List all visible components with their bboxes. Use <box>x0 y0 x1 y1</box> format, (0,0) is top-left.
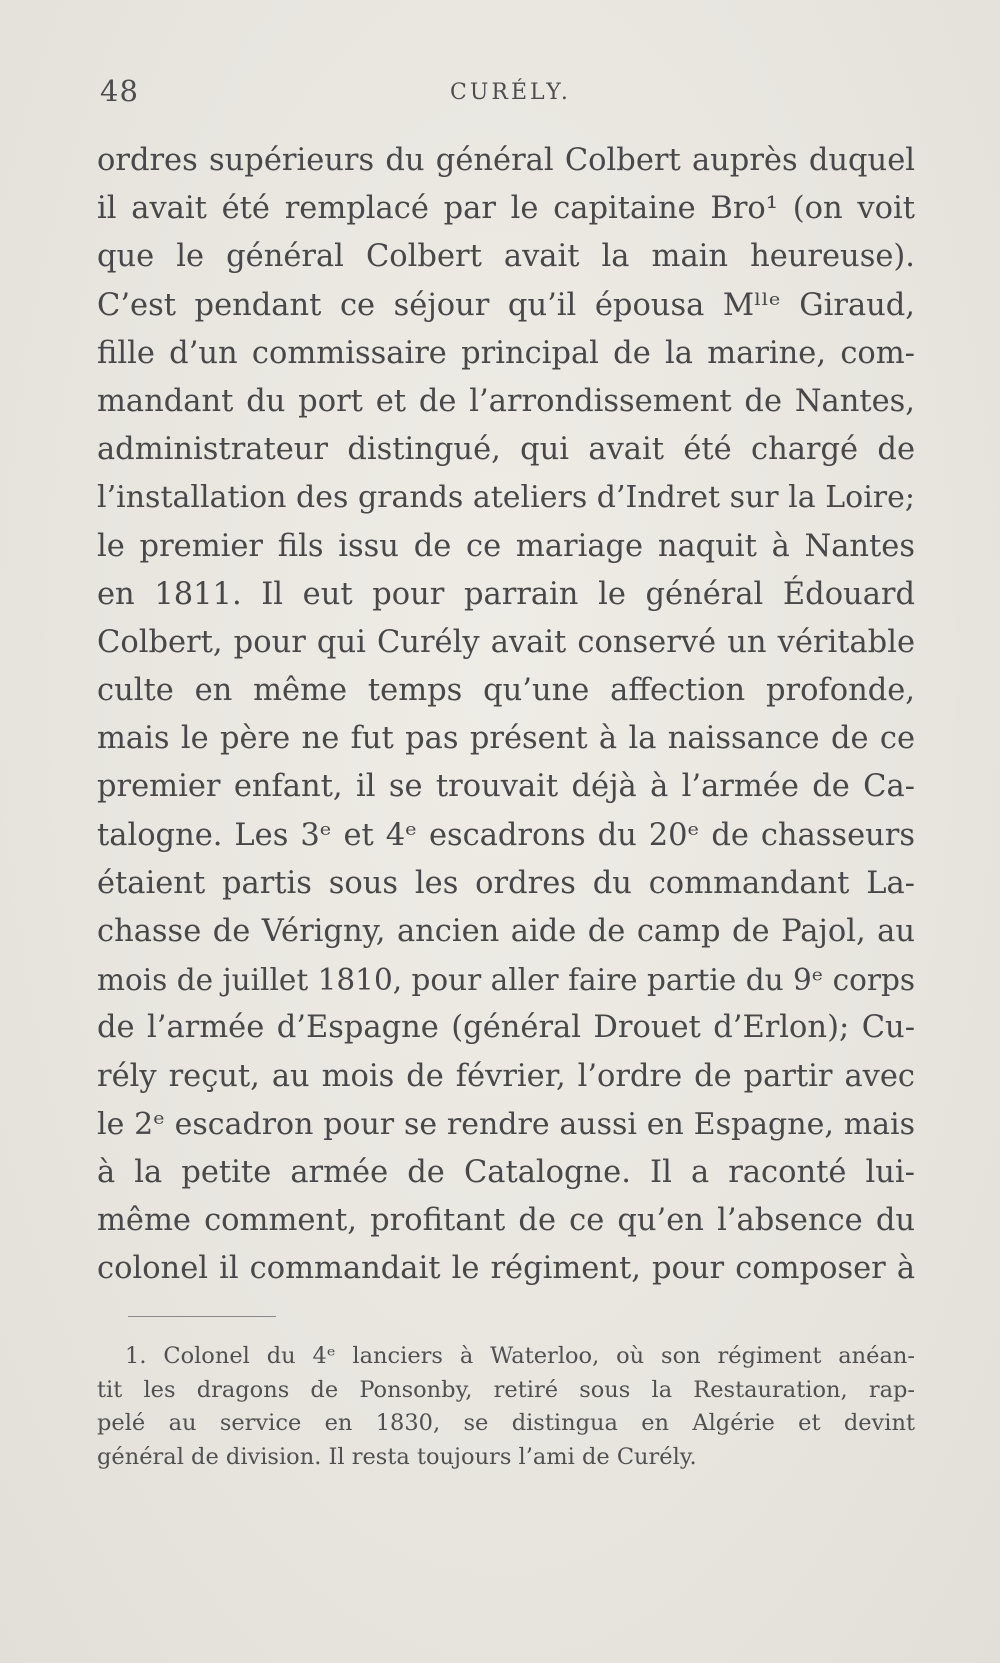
text-line: mais le père ne fut pas présent à la naissance de ce <box>97 721 915 757</box>
text-line: chasse de Vérigny, ancien aide de camp de Pajol, au <box>97 914 915 949</box>
body-text <box>97 137 915 1294</box>
footnote <box>97 1340 915 1474</box>
page-number: 48 <box>100 74 139 108</box>
text-line: que le général Colbert avait la main heureuse). <box>97 239 915 275</box>
text-line: même comment, profitant de ce qu’en l’absence du <box>97 1203 915 1239</box>
text-line: en 1811. Il eut pour parrain le général Édouard <box>97 576 915 612</box>
text-line: rély reçut, au mois de février, l’ordre de partir avec <box>97 1058 915 1094</box>
footnote-line: pelé au service en 1830, se distingua en Algérie et devint <box>97 1410 915 1436</box>
text-line: premier enfant, il se trouvait déjà à l’armée de Ca- <box>97 769 915 805</box>
text-line: mois de juillet 1810, pour aller faire partie du 9ᵉ corps <box>97 963 915 998</box>
page-header <box>100 74 912 114</box>
footnote-divider <box>128 1316 276 1317</box>
footnote-line: 1. Colonel du 4ᵉ lanciers à Waterloo, où son régiment anéan- <box>125 1343 915 1369</box>
text-line: mandant du port et de l’arrondissement de Nantes, <box>97 383 915 419</box>
text-line: C’est pendant ce séjour qu’il épousa Mˡˡᵉ Giraud, <box>97 287 915 323</box>
text-line: l’installation des grands ateliers d’Indret sur la Loire; <box>97 480 915 516</box>
text-line: à la petite armée de Catalogne. Il a raconté lui- <box>97 1154 915 1190</box>
text-line: il avait été remplacé par le capitaine Bro¹ (on voit <box>97 191 915 227</box>
text-line: de l’armée d’Espagne (général Drouet d’Erlon); Cu- <box>97 1010 915 1046</box>
text-line: administrateur distingué, qui avait été chargé de <box>97 432 915 468</box>
text-line: le premier fils issu de ce mariage naquit à Nantes <box>97 528 915 564</box>
text-line: fille d’un commissaire principal de la marine, com- <box>97 335 915 371</box>
text-line: culte en même temps qu’une affection profonde, <box>97 673 915 709</box>
running-head: CURÉLY. <box>450 80 571 105</box>
text-line: étaient partis sous les ordres du commandant La- <box>97 865 915 901</box>
text-line: ordres supérieurs du général Colbert auprès duquel <box>97 143 915 178</box>
text-line: colonel il commandait le régiment, pour composer à <box>97 1251 915 1287</box>
text-line: Colbert, pour qui Curély avait conservé un véritable <box>97 624 915 660</box>
text-line: le 2ᵉ escadron pour se rendre aussi en Espagne, mais <box>97 1106 915 1142</box>
footnote-line: général de division. Il resta toujours l’ami de Curély. <box>97 1443 697 1470</box>
footnote-line: tit les dragons de Ponsonby, retiré sous la Restauration, rap- <box>97 1376 915 1403</box>
text-line: talogne. Les 3ᵉ et 4ᵉ escadrons du 20ᵉ de chasseurs <box>97 817 915 853</box>
